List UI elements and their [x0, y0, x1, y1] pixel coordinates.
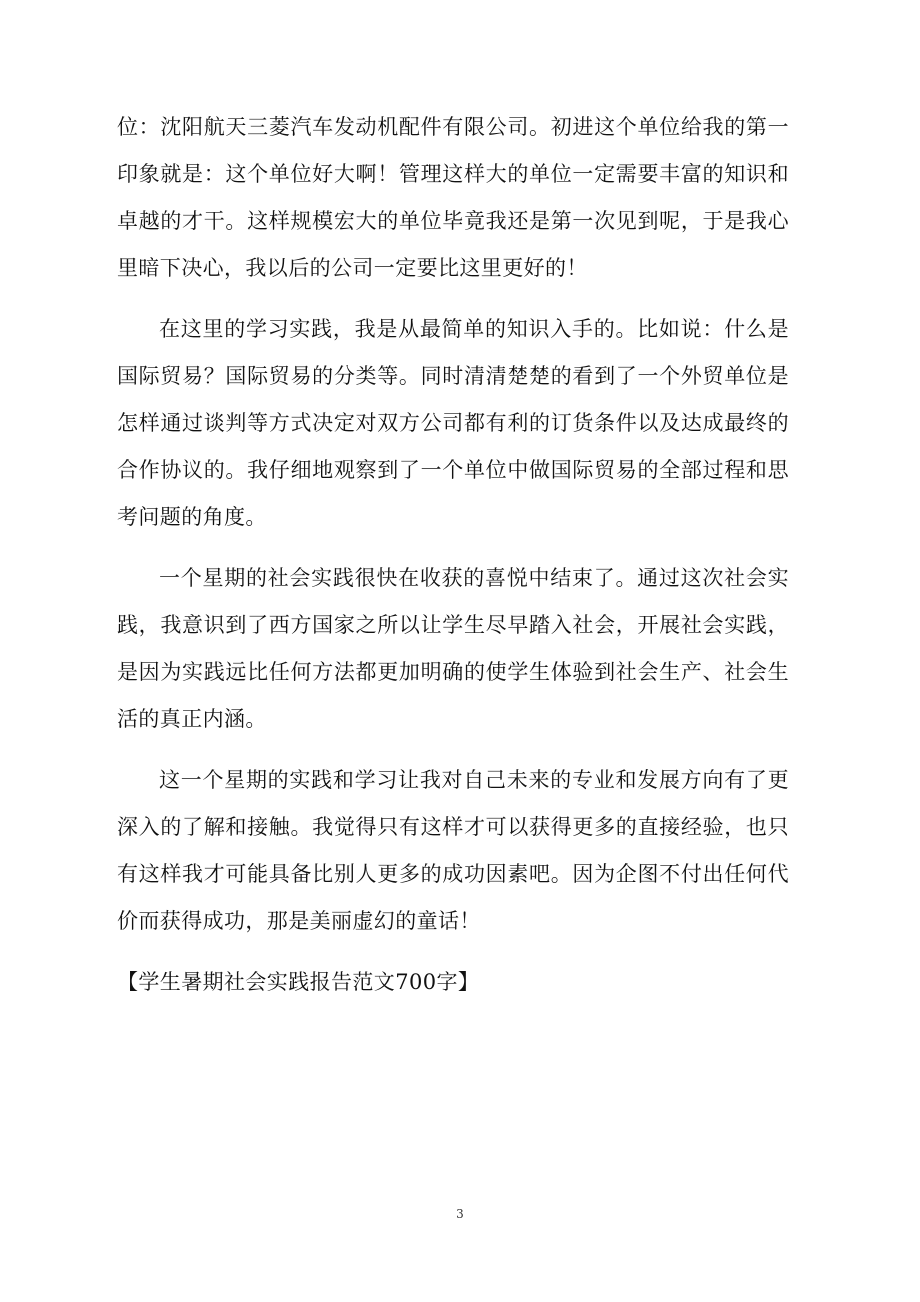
- paragraph-learning-practice: 在这里的学习实践，我是从最简单的知识入手的。比如说：什么是国际贸易？国际贸易的分类等。同时清清楚楚的看到了一个外贸单位是怎样通过谈判等方式决定对双方公司都有利的订货条件以及达成最终的合作协议的。我仔细地观察到了一个单位中做国际贸易的全部过程和思考问题的角度。: [117, 317, 789, 529]
- section-heading: 【学生暑期社会实践报告范文700字】: [117, 970, 480, 994]
- paragraph-company-impression: 位：沈阳航天三菱汽车发动机配件有限公司。初进这个单位给我的第一印象就是：这个单位好大啊！管理这样大的单位一定需要丰富的知识和卓越的才干。这样规模宏大的单位毕竟我还是第一次见到呢，于是我心里暗下决心，我以后的公司一定要比这里更好的！: [117, 115, 789, 280]
- paragraph-week-summary: 一个星期的社会实践很快在收获的喜悦中结束了。通过这次社会实践，我意识到了西方国家之所以让学生尽早踏入社会，开展社会实践，是因为实践远比任何方法都更加明确的使学生体验到社会生产、社会生活的真正内涵。: [117, 566, 789, 731]
- document-body: [117, 104, 789, 1006]
- page-number: 3: [456, 1207, 464, 1221]
- paragraph-future-direction: 这一个星期的实践和学习让我对自己未来的专业和发展方向有了更深入的了解和接触。我觉得只有这样才可以获得更多的直接经验，也只有这样我才可能具备比别人更多的成功因素吧。因为企图不付出任何代价而获得成功，那是美丽虚幻的童话！: [117, 768, 789, 933]
